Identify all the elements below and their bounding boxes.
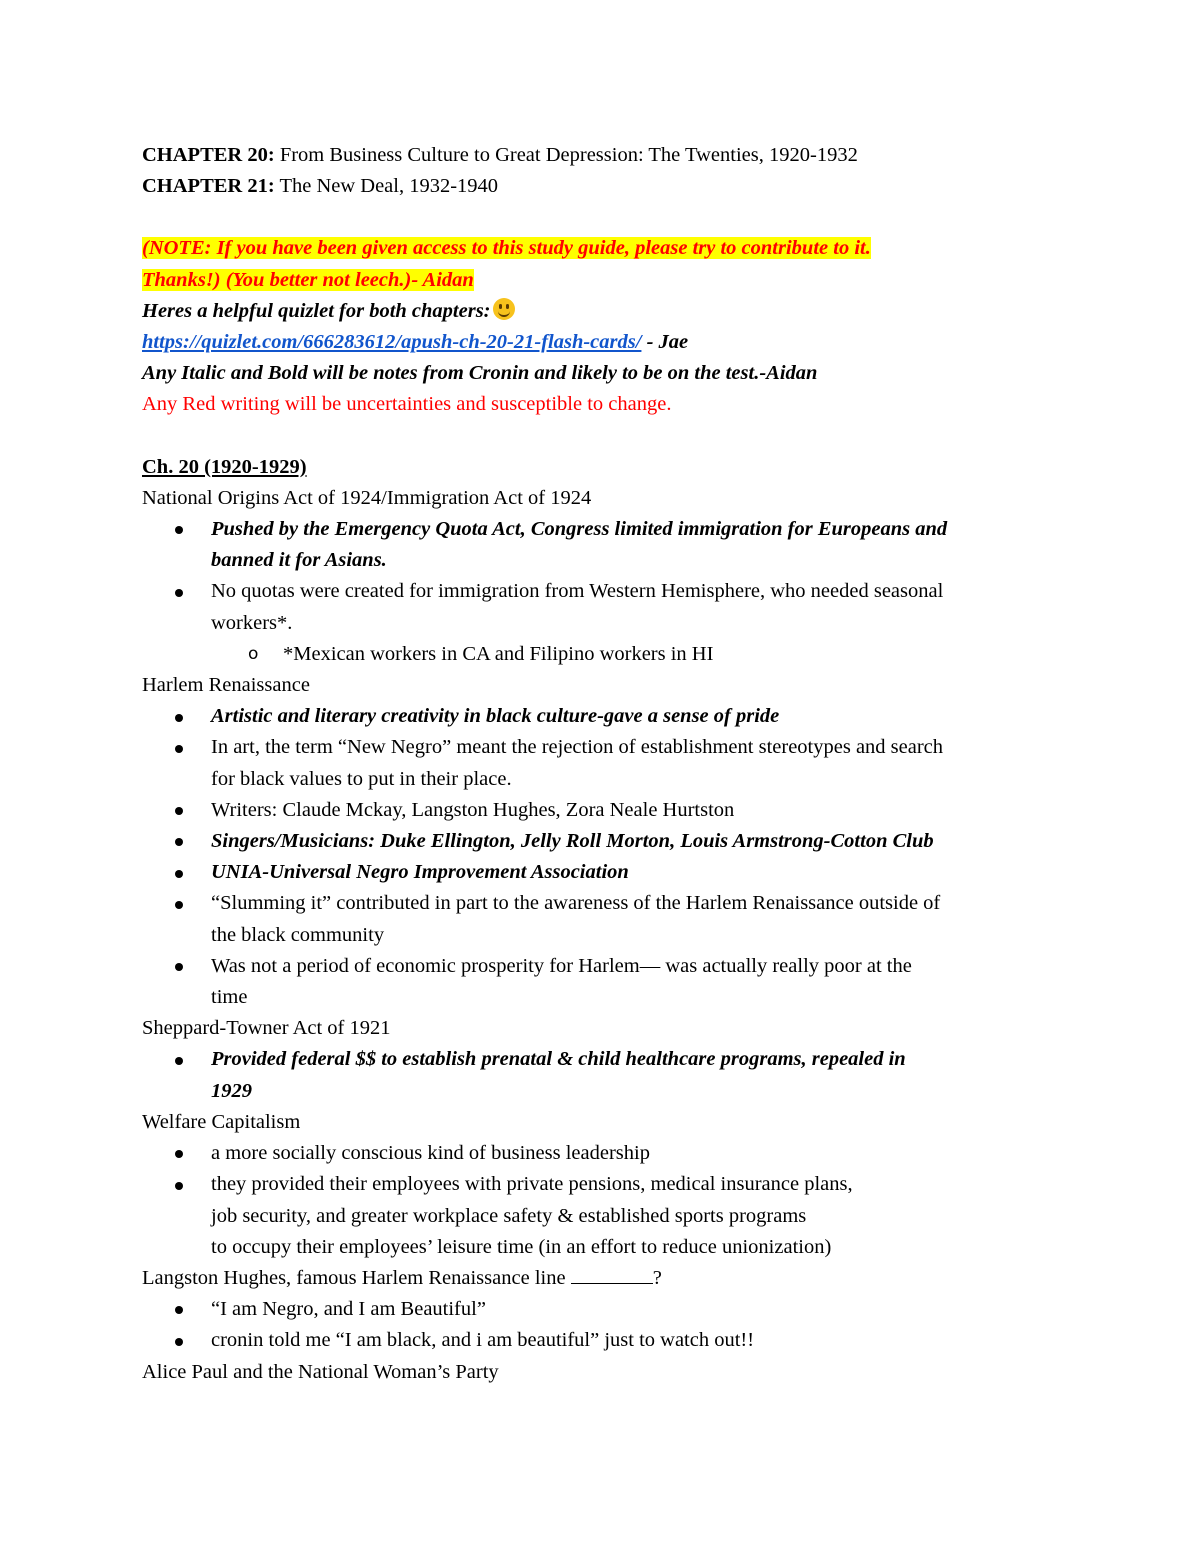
bullet-icon <box>169 1325 189 1356</box>
bullet-icon <box>169 1169 189 1200</box>
list-item: UNIA-Universal Negro Improvement Association <box>142 857 1100 888</box>
red-writing-note: Any Red writing will be uncertainties and susceptible to change. <box>142 393 672 416</box>
bullet-list <box>142 1294 1100 1356</box>
chapter-21-line <box>142 171 1100 202</box>
chapter-20-title: From Business Culture to Great Depression: The Twenties, 1920-1932 <box>274 144 858 166</box>
bullet-icon <box>169 1044 189 1075</box>
quizlet-intro: Heres a helpful quizlet for both chapters: <box>142 299 491 322</box>
bullet-icon <box>169 514 189 545</box>
section-heading: Ch. 20 (1920-1929) <box>142 455 307 478</box>
smiling-face-icon <box>493 298 515 320</box>
bullet-icon <box>169 888 189 919</box>
chapter-20-line <box>142 140 1100 171</box>
bullet-list <box>142 514 1100 670</box>
list-item: Provided federal $$ to establish prenatal & child healthcare programs, repealed in 1929 <box>142 1044 1100 1106</box>
topic-title-hughes: Langston Hughes, famous Harlem Renaissance line ? <box>142 1266 662 1289</box>
italic-bold-note: Any Italic and Bold will be notes from Cronin and likely to be on the test.-Aidan <box>142 362 818 385</box>
bullet-icon <box>169 1138 189 1169</box>
note-line-1 <box>142 233 1100 264</box>
sub-bullet-list <box>142 639 1100 670</box>
quizlet-link[interactable]: https://quizlet.com/666283612/apush-ch-20-21-flash-cards/ <box>142 331 642 354</box>
list-item: they provided their employees with private pensions, medical insurance plans, job security, and greater workplace safety & established sports programs to occupy their employees’ leisure time (in an effort to reduce unionization) <box>142 1169 1100 1263</box>
list-item: Pushed by the Emergency Quota Act, Congress limited immigration for Europeans and banned it for Asians. <box>142 514 1100 576</box>
list-item: Writers: Claude Mckay, Langston Hughes, Zora Neale Hurtston <box>142 795 1100 826</box>
bullet-list <box>142 701 1100 1013</box>
bullet-icon <box>169 795 189 826</box>
quizlet-credit: - Jae <box>641 331 689 354</box>
note-highlight-1: (NOTE: If you have been given access to this study guide, please try to contribute to it. <box>142 237 871 260</box>
list-item: Singers/Musicians: Duke Ellington, Jelly Roll Morton, Louis Armstrong-Cotton Club <box>142 826 1100 857</box>
chapter-21-title: The New Deal, 1932-1940 <box>274 175 499 198</box>
bullet-icon <box>169 951 189 982</box>
list-item: Was not a period of economic prosperity for Harlem— was actually really poor at the time <box>142 951 1100 1013</box>
chapter-20-label: CHAPTER 20: <box>142 144 275 166</box>
red-note-line <box>142 389 1100 420</box>
bullet-icon <box>169 857 189 888</box>
list-item: “I am Negro, and I am Beautiful” <box>142 1294 1100 1325</box>
section-heading-line <box>142 452 1100 483</box>
hollow-bullet-icon: o <box>248 643 259 664</box>
bullet-icon <box>169 701 189 732</box>
bullet-icon <box>169 732 189 763</box>
quizlet-link-line <box>142 327 1100 358</box>
topic-title-sheppard: Sheppard-Towner Act of 1921 <box>142 1017 391 1040</box>
quizlet-intro-line <box>142 296 1100 327</box>
topic-title-welfare: Welfare Capitalism <box>142 1110 301 1133</box>
list-item: No quotas were created for immigration from Western Hemisphere, who needed seasonal workers*. o *Mexican workers in CA and Filipino workers in HI <box>142 576 1100 670</box>
topic-title-alice-paul: Alice Paul and the National Woman’s Party <box>142 1360 499 1383</box>
topic-title-harlem: Harlem Renaissance <box>142 674 310 697</box>
list-item: Artistic and literary creativity in black culture-gave a sense of pride <box>142 701 1100 732</box>
spacer <box>142 421 1100 452</box>
bullet-list <box>142 1138 1100 1263</box>
bullet-icon <box>169 576 189 607</box>
chapter-21-label: CHAPTER 21: <box>142 175 275 198</box>
fill-in-blank <box>571 1265 653 1284</box>
bullet-icon <box>169 826 189 857</box>
bullet-icon <box>169 1294 189 1325</box>
bullet-list <box>142 1044 1100 1106</box>
spacer <box>142 202 1100 233</box>
list-item: a more socially conscious kind of business leadership <box>142 1138 1100 1169</box>
list-item: cronin told me “I am black, and i am beautiful” just to watch out!! <box>142 1325 1100 1356</box>
italic-note-line <box>142 358 1100 389</box>
list-item: In art, the term “New Negro” meant the rejection of establishment stereotypes and search for black values to put in their place. <box>142 732 1100 794</box>
note-line-2 <box>142 265 1100 296</box>
list-item: “Slumming it” contributed in part to the awareness of the Harlem Renaissance outside of the black community <box>142 888 1100 950</box>
topic-title-national-origins: National Origins Act of 1924/Immigration Act of 1924 <box>142 486 592 509</box>
note-highlight-2: Thanks!) (You better not leech.)- Aidan <box>142 268 474 291</box>
sub-list-item: o *Mexican workers in CA and Filipino workers in HI <box>142 639 1100 670</box>
